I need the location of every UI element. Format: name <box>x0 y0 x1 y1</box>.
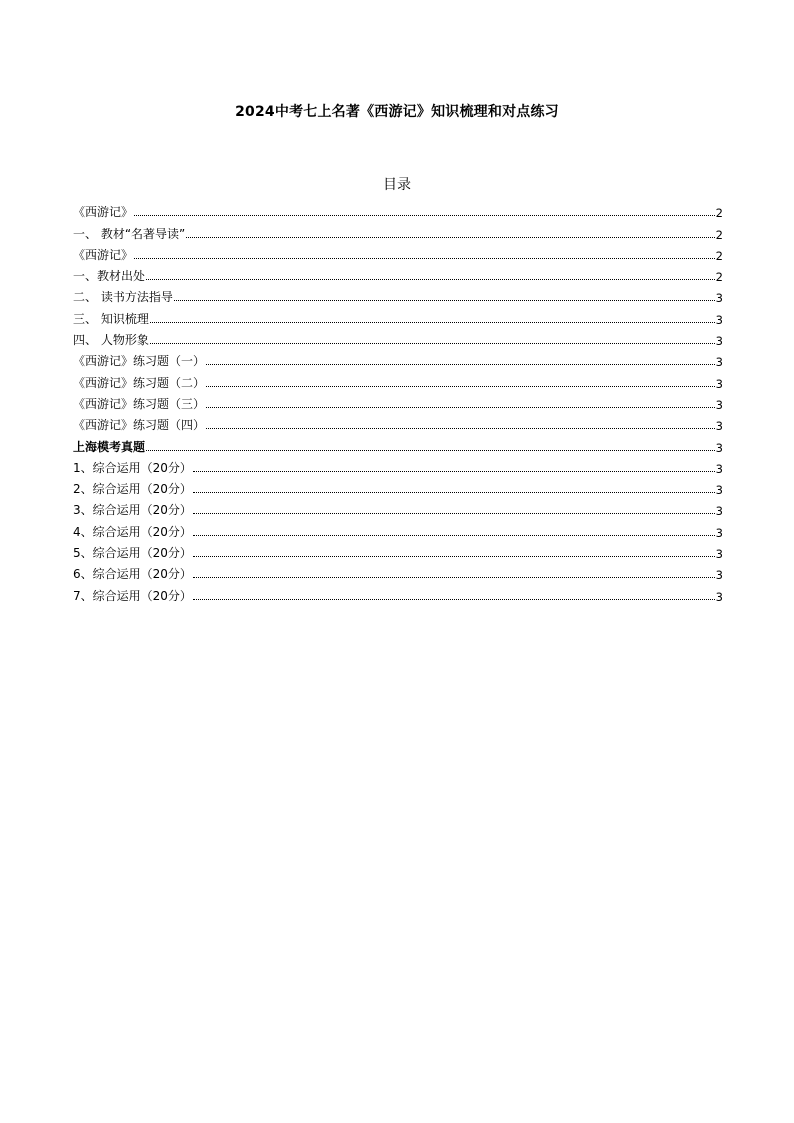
toc-page-number: 3 <box>715 525 723 540</box>
toc-dot-leader <box>146 449 715 451</box>
toc-entry[interactable] <box>73 476 723 497</box>
toc-page-number: 3 <box>715 291 723 306</box>
toc-dot-leader <box>206 385 715 387</box>
toc-entry[interactable] <box>73 561 723 582</box>
toc-dot-leader <box>150 321 715 323</box>
toc-dot-leader <box>186 236 714 238</box>
toc-page-number: 3 <box>715 419 723 434</box>
toc-dot-leader <box>206 406 715 408</box>
toc-entry-text: 1、综合运用（20分） <box>73 460 192 475</box>
toc-entry[interactable] <box>73 284 723 305</box>
toc-entry-text: 《西游记》练习题（三） <box>73 396 206 411</box>
toc-dot-leader <box>174 299 715 301</box>
toc-page-number: 3 <box>715 355 723 370</box>
toc-entry[interactable] <box>73 242 723 263</box>
toc-entry[interactable] <box>73 497 723 518</box>
toc-dot-leader <box>134 257 715 259</box>
toc-entry[interactable] <box>73 369 723 390</box>
toc-page-number: 3 <box>715 504 723 519</box>
toc-entry-text: 3、综合运用（20分） <box>73 503 192 518</box>
toc-entry[interactable] <box>73 518 723 539</box>
toc-page-number: 2 <box>715 206 723 221</box>
toc-entry-text: 《西游记》练习题（二） <box>73 375 206 390</box>
toc-dot-leader <box>193 491 715 493</box>
toc-page-number: 2 <box>715 227 723 242</box>
toc-page-number: 3 <box>715 376 723 391</box>
toc-entry[interactable] <box>73 220 723 241</box>
toc-page-number: 3 <box>715 483 723 498</box>
toc-entry[interactable] <box>73 305 723 326</box>
toc-page-number: 2 <box>715 270 723 285</box>
toc-entry[interactable] <box>73 263 723 284</box>
toc-page-number: 3 <box>715 312 723 327</box>
toc-entry-text: 《西游记》 <box>73 205 134 220</box>
toc-entry[interactable] <box>73 391 723 412</box>
toc-dot-leader <box>206 427 715 429</box>
toc-entry-text: 《西游记》 <box>73 247 134 262</box>
toc-entry-text: 《西游记》练习题（四） <box>73 418 206 433</box>
toc-dot-leader <box>193 576 715 578</box>
toc-entry-text: 4、综合运用（20分） <box>73 524 192 539</box>
toc-page-number: 3 <box>715 397 723 412</box>
toc-entry-text: 《西游记》练习题（一） <box>73 354 206 369</box>
toc-dot-leader <box>134 214 715 216</box>
document-title: 2024中考七上名著《西游记》知识梳理和对点练习 <box>235 104 559 120</box>
toc-entry-text: 6、综合运用（20分） <box>73 567 192 582</box>
toc-page-number: 3 <box>715 334 723 349</box>
toc-heading: 目录 <box>383 177 411 193</box>
toc-entry-text: 5、综合运用（20分） <box>73 546 192 561</box>
toc-dot-leader <box>193 470 715 472</box>
toc-entry[interactable] <box>73 540 723 561</box>
toc-entry-text: 二、 读书方法指导 <box>73 290 173 305</box>
toc-entry[interactable] <box>73 327 723 348</box>
toc-page-number: 2 <box>715 248 723 263</box>
toc-entry[interactable] <box>73 348 723 369</box>
toc-entry[interactable] <box>73 412 723 433</box>
toc-dot-leader <box>150 342 715 344</box>
toc-dot-leader <box>193 555 715 557</box>
toc-page-number: 3 <box>715 568 723 583</box>
toc-entry[interactable] <box>73 199 723 220</box>
toc-entry-text: 一、教材出处 <box>73 269 146 284</box>
table-of-contents <box>73 199 723 604</box>
toc-dot-leader <box>193 598 715 600</box>
toc-page-number: 3 <box>715 461 723 476</box>
toc-entry-text: 2、综合运用（20分） <box>73 482 192 497</box>
toc-page-number: 3 <box>715 589 723 604</box>
toc-entry-text: 7、综合运用（20分） <box>73 588 192 603</box>
toc-entry-text: 上海模考真题 <box>73 439 146 454</box>
toc-entry-text: 三、 知识梳理 <box>73 311 149 326</box>
toc-entry[interactable] <box>73 433 723 454</box>
toc-page-number: 3 <box>715 547 723 562</box>
toc-dot-leader <box>193 534 715 536</box>
toc-entry-text: 四、 人物形象 <box>73 333 149 348</box>
toc-entry-text: 一、 教材“名著导读” <box>73 226 186 241</box>
toc-page-number: 3 <box>715 440 723 455</box>
toc-entry[interactable] <box>73 582 723 603</box>
toc-dot-leader <box>193 512 715 514</box>
toc-dot-leader <box>146 278 715 280</box>
toc-dot-leader <box>206 363 715 365</box>
toc-entry[interactable] <box>73 455 723 476</box>
